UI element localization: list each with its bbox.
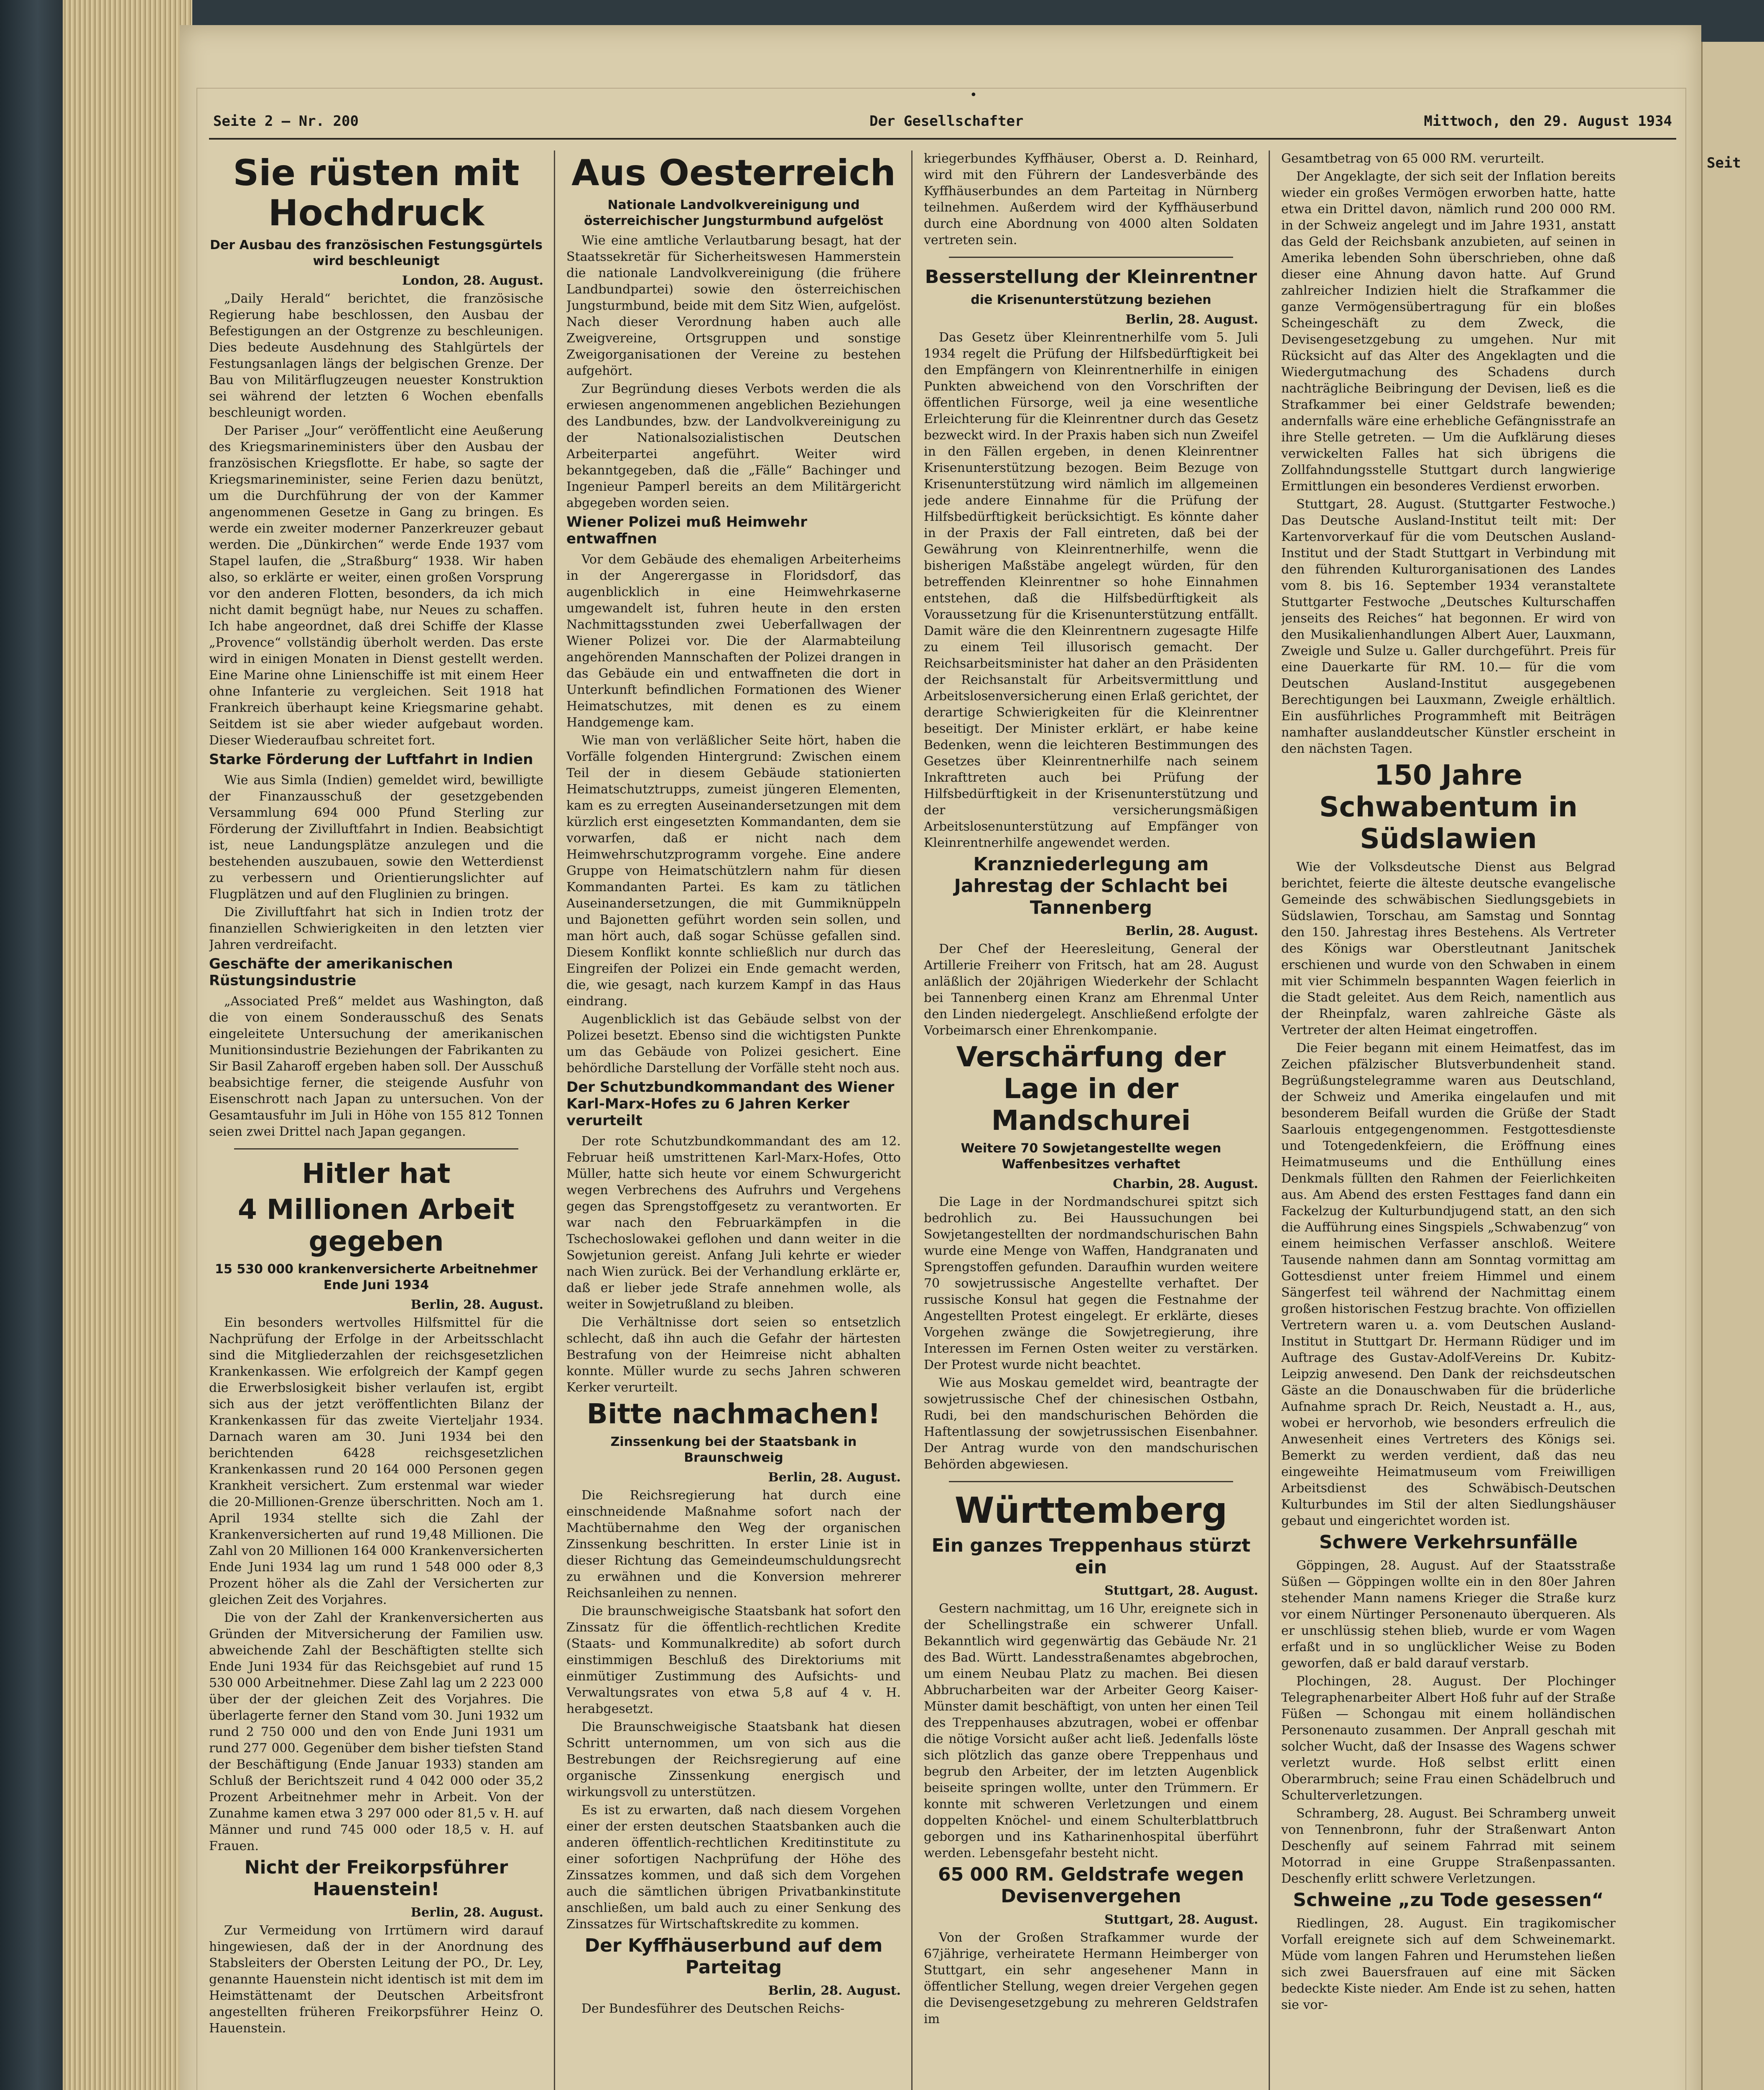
paragraph: Die braunschweigische Staatsbank hat sofort den Zinssatz für die öffentlich-rechtlichen Kredite (Staats- und Kommunalkredite) ab sofort durch einstimmigen Beschluß des Direktoriums mit einmütiger Zustimmung des Aufsichts- und Verwaltungsrates von etwa 5,8 auf 4 v. H. herabgesetzt. [566, 1604, 901, 1716]
subheadline: die Krisenunterstützung beziehen [971, 293, 1211, 307]
column-4 [1281, 150, 1616, 2090]
headline: 65 000 RM. Geldstrafe wegen Devisenvergehen [938, 1864, 1244, 1907]
dateline: Stuttgart, 28. August. [1104, 1912, 1258, 1927]
paragraph: Zur Vermeidung von Irrtümern wird darauf hingewiesen, daß der in der Anordnung des Stabsleiters der Obersten Leitung der PO., Dr. Ley, genannte Hauenstein nicht identisch ist mit dem im Heimstättenamt der Deutschen Arbeitsfront angestellten früheren Freikorpsführer Heinz O. Hauenstein. [209, 1923, 543, 2036]
subheadline: Nationale Landvolkvereinigung und österreichischer Jungsturmbund aufgelöst [584, 198, 883, 228]
page-header [209, 109, 1676, 140]
paragraph: Zur Begründung dieses Verbots werden die als erwiesen angenommenen angeblichen Beziehungen des Landbundes, bzw. der Landvolkvereinigung zu der Nationalsozialistischen Deutschen Arbeiterpartei angeführt. Weiter wird bekanntgegeben, daß die „Fälle“ Bachinger und Ingenieur Pamperl bereits an dem Militärgericht abgegeben worden seien. [566, 382, 901, 510]
headline: Verschärfung der Lage in der Mandschurei [956, 1041, 1226, 1137]
subheadline: Ein ganzes Treppenhaus stürzt ein [931, 1535, 1251, 1578]
headline: Wiener Polizei muß Heimwehr entwaffnen [566, 514, 807, 547]
paragraph: Augenblicklich ist das Gebäude selbst von der Polizei besetzt. Ebenso sind die wichtigsten Punkte um das Gebäude von Polizei gesichert. Eine behördliche Darstellung der Vorfälle steht noch aus. [566, 1012, 901, 1076]
paragraph: „Associated Preß“ meldet aus Washington, daß die von einem Sonderausschuß des Senats eingeleitete Untersuchung der amerikanischen Munitionsindustrie Beziehungen der Fabrikanten zu Sir Basil Zaharoff ergeben haben soll. Der Ausschuß beabsichtige ferner, die steigende Ausfuhr von Eisenschrott nach Japan zu untersuchen. Von der Gesamtausfuhr im Juli in Höhe von 155 812 Tonnen seien zwei Drittel nach Japan gegangen. [209, 994, 543, 1139]
dateline: Berlin, 28. August. [410, 1297, 543, 1312]
header-page-number: Seite 2 — Nr. 200 [213, 113, 359, 130]
paragraph: Wie eine amtliche Verlautbarung besagt, hat der Staatssekretär für Sicherheitswesen Hammerstein die nationale Landvolkvereinigung (die frühere Landbundpartei) sowie den österreichischen Jungsturmbund, beide mit dem Sitz Wien, aufgelöst. Nach dieser Verordnung haben auch alle Zweigvereine, Ortsgruppen und sonstige Zweigorganisationen der Vereine zu bestehen aufgehört. [566, 233, 901, 378]
paragraph: Die Lage in der Nordmandschurei spitzt sich bedrohlich zu. Bei Haussuchungen bei Sowjetangestellten der nordmandschurischen Bahn wurde eine Menge von Waffen, Handgranaten und Sprengstoffen gefunden. Daraufhin wurden weitere 70 sowjetrussische Angestellte verhaftet. Der russische Konsul hat gegen die Festnahme der Angestellten Protest eingelegt. Er erklärte, dieses Vorgehen zwänge die Sowjetregierung, ihre Interessen im Fernen Osten weiter zu verstärken. Der Protest wurde nicht beachtet. [924, 1195, 1258, 1372]
paragraph: Es ist zu erwarten, daß nach diesem Vorgehen einer der ersten deutschen Staatsbanken auch die anderen öffentlich-rechtlichen Kreditinstitute zu einer sofortigen Nachprüfung der Höhe des Zinssatzes kommen, und daß sich dem Vorgehen auch die sämtlichen übrigen Privatbankinstitute anschließen, um bald auch zu einer Senkung des Zinssatzes für Wirtschaftskredite zu kommen. [566, 1803, 901, 1932]
paragraph: Die Zivilluftfahrt hat sich in Indien trotz der finanziellen Schwierigkeiten in den letzten vier Jahren verdreifacht. [209, 905, 543, 952]
headline: Geschäfte der amerikanischen Rüstungsindustrie [209, 956, 453, 989]
headline: Der Kyffhäuserbund auf dem Parteitag [584, 1935, 883, 1978]
headline: Bitte nachmachen! [586, 1398, 881, 1430]
dateline: Berlin, 28. August. [768, 1470, 901, 1485]
headline: Besserstellung der Kleinrentner [925, 266, 1257, 288]
paragraph: Gesamtbetrag von 65 000 RM. verurteilt. [1281, 151, 1545, 166]
newspaper-page [180, 25, 1701, 2090]
article-separator [949, 1481, 1233, 1482]
book-binding [0, 0, 63, 2090]
paragraph: Gestern nachmittag, um 16 Uhr, ereignete sich in der Schellingstraße ein schwerer Unfall. Bekanntlich wird gegenwärtig das Gebäude Nr. 21 des Bad. Württ. Landesstraßenamtes abgebrochen, um einem Neubau Platz zu machen. Bei diesen Abbrucharbeiten war der Arbeiter Georg Kaiser-Münster damit beschäftigt, von unten her einen Teil des Treppenhauses abzutragen, wobei er offenbar die nötige Vorsicht außer acht ließ. Jedenfalls löste sich plötzlich das ganze obere Treppenhaus und begrub den Arbeiter, der im letzten Augenblick beiseite springen wollte, unter den Trümmern. Er konnte mit schweren Verletzungen und einem doppelten Knöchel- und einem Schulterblattbruch geborgen und ins Katharinenhospital überführt werden. Lebensgefahr besteht nicht. [924, 1601, 1258, 1861]
column-rule [911, 150, 913, 2090]
headline: Der Schutzbundkommandant des Wiener Karl-Marx-Hofes zu 6 Jahren Kerker verurteilt [566, 1079, 895, 1129]
subheadline: Weitere 70 Sowjetangestellte wegen Waffenbesitzes verhaftet [961, 1141, 1221, 1172]
paragraph: Wie der Volksdeutsche Dienst aus Belgrad berichtet, feierte die älteste deutsche evangelische Gemeinde des schwäbischen Siedlungsgebiets in Südslawien, Torschau, am Samstag und Sonntag den 150. Jahrestag ihres Bestehens. Als Vertreter des Königs war Oberstleutnant Janitschek erschienen und wurde von den Schwaben in einem mit vier Schimmeln bespannten Wagen feierlich in die Stadt geleitet. Aus dem Reich, namentlich aus der Rheinpfalz, waren zahlreiche Gäste als Vertreter der alten Heimat eingetroffen. [1281, 860, 1616, 1037]
headline: Kranzniederlegung am Jahrestag der Schlacht bei Tannenberg [954, 854, 1228, 918]
paragraph: Ein besonders wertvolles Hilfsmittel für die Nachprüfung der Erfolge in der Arbeitsschlacht sind die Mitgliederzahlen der reichsgesetzlichen Krankenkassen. Wie erfolgreich der Kampf gegen die Erwerbslosigkeit bisher verlaufen ist, ergibt sich aus der jetzt veröffentlichten Bilanz der Krankenkassen für das zweite Vierteljahr 1934. Darnach waren am 30. Juni 1934 bei den berichtenden 6428 reichsgesetzlichen Krankenkassen rund 20 164 000 Personen gegen Krankheit versichert. Zum erstenmal war wieder die 20-Millionen-Grenze überschritten. Noch am 1. April 1934 stellte sich die Zahl der Krankenversicherten auf rund 19,48 Millionen. Die Zahl von 20 Millionen 164 000 Krankenversicherten Ende Juni 1934 lag um rund 1 548 000 oder 8,3 Prozent höher als die Zahl der Versicherten zur gleichen Zeit des Vorjahres. [209, 1315, 543, 1607]
paragraph: Der Bundesführer des Deutschen Reichs- [581, 2001, 845, 2016]
next-page-header-fragment: Seit [1707, 155, 1741, 171]
paragraph: Riedlingen, 28. August. Ein tragikomischer Vorfall ereignete sich auf dem Schweinemarkt. Müde vom langen Fahren und Herumstehen ließen sich zwei Bauersfrauen auf eine mit Säcken bedeckte Kiste nieder. Am Ende ist zu sehen, hatten sie vor- [1281, 1916, 1616, 2012]
dateline: Berlin, 28. August. [768, 1983, 901, 1998]
column-1 [209, 150, 543, 2090]
column-rule [1269, 150, 1270, 2090]
paragraph: Der Pariser „Jour“ veröffentlicht eine Aeußerung des Kriegsmarineministers über den Ausbau der französischen Kriegsflotte. Er habe, so sagte der Kriegsmarineminister, seine Ferien dazu benützt, um die Durchführung der von der Kammer angenommenen Gesetze in Gang zu bringen. Es werde ein zweiter moderner Panzerkreuzer gebaut werden. Die „Dünkirchen“ werde Ende 1937 vom Stapel laufen, die „Straßburg“ 1938. Wir haben also, so erklärte er weiter, einen großen Vorsprung vor den anderen Flotten, besonders, da ich mich nicht damit begnügt habe, nur Neues zu schaffen. Ich habe angeordnet, daß drei Schiffe der Klasse „Provence“ vollständig überholt werden. Das erste wird in einigen Monaten in Dienst gestellt werden. Eine Marine ohne Linienschiffe ist mit einem Heer ohne Infanterie zu vergleichen. Seit 1918 hat Frankreich überhaupt keine Kriegsmarine gehabt. Seitdem ist sie aber wieder aufgebaut worden. Dieser Wiederaufbau schreitet fort. [209, 423, 543, 748]
paragraph: Stuttgart, 28. August. (Stuttgarter Festwoche.) Das Deutsche Ausland-Institut teilt mit: Der Kartenvorverkauf für die vom Deutschen Ausland-Institut und der Stadt Stuttgart in Verbindung mit den führenden Kulturorganisationen des Landes vom 8. bis 16. September 1934 veranstaltete Stuttgarter Festwoche „Deutsches Kulturschaffen jenseits des Reiches“ hat begonnen. Er wird von den Musikalienhandlungen Albert Auer, Lauxmann, Zweigle und Sulze u. Galler durchgeführt. Preis für eine Dauerkarte für RM. 10.— für die vom Deutschen Ausland-Institut ausgegebenen Berechtigungen bei Lauxmann, Zweigle erhältlich. Ein ausführliches Programmheft mit Beiträgen namhafter auslanddeutscher Künstler erscheint in den nächsten Tagen. [1281, 497, 1616, 756]
headline: Aus Oesterreich [571, 152, 896, 194]
article-separator [949, 257, 1233, 258]
paragraph: Die Verhältnisse dort seien so entsetzlich schlecht, daß ihn auch die Gefahr der härtesten Bestrafung von der Heimreise nicht abhalten konnte. Müller wurde zu sechs Jahren schweren Kerker verurteilt. [566, 1315, 901, 1395]
paragraph: Der Angeklagte, der sich seit der Inflation bereits wieder ein großes Vermögen erworben hatte, hatte etwa ein Drittel davon, nämlich rund 200 000 RM. in der Schweiz angelegt und im Jahre 1931, anstatt das Geld der Reichsbank anzubieten, auf seinen in Amerika lebenden Sohn überschrieben, ohne daß dieser eine Ahnung davon hatte. Auf Grund zahlreicher Indizien hielt die Strafkammer die ganze Vermögensübertragung für ein bloßes Scheingeschäft zu dem Zweck, die Devisengesetzgebung zu umgehen. Nur mit Rücksicht auf das Alter des Angeklagten und die Wiedergutmachung des Schadens durch nachträgliche Beibringung der Devisen, ließ es die Strafkammer bei einer Geldstrafe bewenden; andernfalls wäre eine erhebliche Gefängnisstrafe an ihre Stelle getreten. — Um die Aufklärung dieses verwickelten Falles hat sich übrigens die Zollfahndungsstelle Stuttgart durch langwierige Ermittlungen ein besonderes Verdienst erworben. [1281, 169, 1616, 494]
subheadline: Zinssenkung bei der Staatsbank in Braunschweig [610, 1435, 857, 1465]
paragraph: Vor dem Gebäude des ehemaligen Arbeiterheims in der Angerergasse in Floridsdorf, das augenblicklich in eine Heimwehrkaserne umgewandelt ist, fuhren heute in den ersten Nachmittagsstunden zwei Ueberfallwagen der Wiener Polizei vor. Die der Alarmabteilung angehörenden Mannschaften der Polizei drangen in das Gebäude ein und entwaffneten die dort in Unterkunft befindlichen Formationen des Wiener Heimatschutzes, mit denen es zu einem Handgemenge kam. [566, 552, 901, 730]
dateline: Berlin, 28. August. [1125, 924, 1258, 938]
dateline: Stuttgart, 28. August. [1104, 1583, 1258, 1598]
column-3 [924, 150, 1258, 2090]
paragraph: Wie man von verläßlicher Seite hört, haben die Vorfälle folgenden Hintergrund: Zwischen einem Teil der in diesem Gebäude stationierten Heimatschutztrupps, zumeist jüngeren Elementen, kam es zu erregten Auseinandersetzungen mit dem kürzlich erst eingesetzten Kommandanten, dem sie vorwarfen, daß er nicht nach dem Heimwehrschutzprogramm vorgehe. Eine andere Gruppe von Heimatschützlern nahm für diesen Kommandanten Partei. Es kam zu tätlichen Auseinandersetzungen, die mit Gummiknüppeln und Bajonetten geführt worden sein sollen, und man hört auch, daß sogar Schüsse gefallen sind. Diesem Konflikt konnte schließlich nur durch das Eingreifen der Polizei ein Ende gemacht werden, die, wie gesagt, nach kurzem Kampf in das Haus eindrang. [566, 733, 901, 1009]
paragraph: Der rote Schutzbundkommandant des am 12. Februar heiß umstrittenen Karl-Marx-Hofes, Otto Müller, hatte sich heute vor einem Schwurgericht wegen Verbrechens des Aufruhrs und Vergehens gegen das Sprengstoffgesetz zu verantworten. Er war nach den Februarkämpfen in die Tschechoslowakei geflohen und dann weiter in die Sowjetunion gereist. Anfang Juli kehrte er wieder nach Wien zurück. Bei der Verhandlung erklärte er, daß er lieber jede Strafe annehmen wolle, als weiter in Sowjetrußland zu bleiben. [566, 1134, 901, 1312]
headline: Starke Förderung der Luftfahrt in Indien [209, 751, 533, 768]
paragraph: Die Feier begann mit einem Heimatfest, das im Zeichen pfälzischer Blutsverbundenheit stand. Begrüßungstelegramme waren aus Deutschland, der Schweiz und Amerika eingelaufen und mit besonderem Beifall wurden die Grüße der Stadt Saarlouis entgegengenommen. Festgottesdienste und Totengedenkfeiern, die Eröffnung eines Heimatmuseums und die Enthüllung eines Denkmals füllten den Rahmen der Feierlichkeiten aus. Am Abend des ersten Festtages fand dann ein Fackelzug der Kulturbundjugend statt, an den sich die Aufführung eines Singspiels „Schwabenzug“ von einem heimischen Verfasser anschloß. Weitere Tausende nahmen dann am Sonntag vormittag am Gottesdienst unter freiem Himmel und einem Sängerfest teil während der Nachmittag einem großen historischen Festzug brachte. Von offiziellen Vertretern waren u. a. vom Deutschen Ausland-Institut in Stuttgart Dr. Hermann Rüdiger und im Auftrage des Gustav-Adolf-Vereins Dr. Kubitz-Leipzig anwesend. Den Dank der reichsdeutschen Gäste an die Donauschwaben für die brüderliche Aufnahme sprach Dr. Reich, Neustadt a. H., aus, wobei er hervorhob, wie besonders erfreulich die Anwesenheit eines Vertreters des Königs sei. Bemerkt zu werden verdient, daß das neu eingeweihte Heimatmuseum vom Freiwilligen Arbeitsdienst des Schwäbisch-Deutschen Kulturbundes im Stil der alten Siedlungshäuser gebaut und eingerichtet worden ist. [1281, 1041, 1616, 1528]
column-rule [554, 150, 555, 2090]
paragraph: Von der Großen Strafkammer wurde der 67jährige, verheiratete Hermann Heimberger von Stuttgart, ein sehr angesehener Mann in öffentlicher Stellung, wegen dreier Vergehen gegen die Devisengesetzgebung zu mehreren Geldstrafen im [924, 1930, 1258, 2026]
punch-mark: • [970, 88, 977, 102]
subheadline: 15 530 000 krankenversicherte Arbeitnehmer Ende Juni 1934 [215, 1262, 538, 1292]
dateline: London, 28. August. [402, 273, 543, 288]
headline: Württemberg [954, 1490, 1228, 1532]
paragraph: Die Reichsregierung hat durch eine einschneidende Maßnahme sofort nach der Machtübernahme den Weg der organischen Zinssenkung beschritten. In erster Linie ist in dieser Richtung das Gemeindeumschuldungsrecht zu erwähnen und die Konversion mehrerer Reichsanleihen zu nennen. [566, 1488, 901, 1601]
headline: Schweine „zu Tode gesessen“ [1293, 1889, 1604, 1911]
column-2 [566, 150, 901, 2090]
paragraph: Göppingen, 28. August. Auf der Staatsstraße Süßen — Göppingen wollte ein in den 80er Jahren stehender Mann namens Krieger die Straße kurz vor einem Nürtinger Personenauto überqueren. Als er unschlüssig stehen blieb, wurde er vom Wagen erfaßt und in so unglücklicher Weise zu Boden geworfen, daß er bald darauf verstarb. [1281, 1558, 1616, 1671]
paragraph: kriegerbundes Kyffhäuser, Oberst a. D. Reinhard, wird mit den Führern der Landesverbände des Kyffhäuserbundes an dem Parteitag in Nürnberg teilnehmen. Außerdem wird der Kyffhäuserbund durch eine Abordnung von 4000 alten Soldaten vertreten sein. [924, 151, 1258, 247]
paragraph: Schramberg, 28. August. Bei Schramberg unweit von Tennenbronn, fuhr der Straßenwart Anton Deschenfly auf seinem Fahrrad mit seinem Motorrad in eine Gruppe Straßenpassanten. Deschenfly erlitt schwere Verletzungen. [1281, 1806, 1616, 1886]
header-masthead: Der Gesellschafter [869, 113, 1024, 130]
headline: 150 Jahre Schwabentum in Südslawien [1319, 759, 1578, 855]
headline: Sie rüsten mit Hochdruck [233, 152, 520, 234]
subheadline: Der Ausbau des französischen Festungsgürtels wird beschleunigt [210, 238, 543, 268]
headline: 4 Millionen Arbeit gegeben [238, 1193, 515, 1257]
headline: Nicht der Freikorpsführer Hauenstein! [244, 1857, 508, 1900]
dateline: Berlin, 28. August. [410, 1905, 543, 1920]
dateline: Charbin, 28. August. [1113, 1177, 1258, 1191]
page-edges [63, 0, 192, 2090]
dateline: Berlin, 28. August. [1125, 312, 1258, 327]
next-page-edge [1701, 42, 1764, 2090]
paragraph: Das Gesetz über Kleinrentnerhilfe vom 5. Juli 1934 regelt die Prüfung der Hilfsbedürftigkeit bei den Empfängern von Kleinrentnerhilfe in einigen Punkten abweichend von den Vorschriften der öffentlichen Fürsorge, weil ja eine wesentliche Erleichterung für die Kleinrentner durch das Gesetz bezweckt wird. In der Praxis haben sich nun Zweifel in den Fällen ergeben, in denen Kleinrentner Krisenunterstützung bezogen. Beim Bezuge von Krisenunterstützung wird nämlich im allgemeinen jede andere Einnahme für die Prüfung der Hilfsbedürftigkeit berücksichtigt. Es könnte daher in der Praxis der Fall eintreten, daß bei der Gewährung von Kleinrentnerhilfe, wenn die bisherigen Maßstäbe angelegt würden, für den betreffenden Kleinrentner so hohe Einnahmen entstehen, daß die Hilfsbedürftigkeit als Voraussetzung für die Krisenunterstützung entfällt. Damit wäre die den Kleinrentnern zugesagte Hilfe zu einem Teil illusorisch gemacht. Der Reichsarbeitsminister hat daher an den Präsidenten der Reichsanstalt für Arbeitsvermittlung und Arbeitslosenversicherung einen Erlaß gerichtet, der derartige Schwierigkeiten für die Kleinrentner beseitigt. Der Minister erklärt, er habe keine Bedenken, wenn die leichteren Bestimmungen des Gesetzes über Kleinrentnerhilfe nach seinem Inkrafttreten auch bei Prüfung der Hilfsbedürftigkeit in der Krisenunterstützung und der versicherungsmäßigen Arbeitslosenunterstützung auf Empfänger von Kleinrentnerhilfe angewendet werden. [924, 330, 1258, 850]
article-separator [234, 1148, 518, 1150]
paragraph: Wie aus Moskau gemeldet wird, beantragte der sowjetrussische Chef der chinesischen Ostbahn, Rudi, bei den mandschurischen Behörden die Haftentlassung der sowjetrussischen Eisenbahner. Der Antrag wurde von den mandschurischen Behörden abgewiesen. [924, 1376, 1258, 1472]
paragraph: Plochingen, 28. August. Der Plochinger Telegraphenarbeiter Albert Hoß fuhr auf der Straße Füßen — Schongau mit einem holländischen Personenauto zusammen. Der Anprall geschah mit solcher Wucht, daß der Insasse des Wagens schwer verletzt wurde. Hoß selbst erlitt einen Oberarmbruch; seine Frau einen Schädelbruch und Schulterverletzungen. [1281, 1674, 1616, 1803]
headline: Hitler hat [302, 1157, 451, 1190]
paragraph: Die Braunschweigische Staatsbank hat diesen Schritt unternommen, um von sich aus die Bestrebungen der Reichsregierung auf eine organische Zinssenkung energisch und wirkungsvoll zu unterstützen. [566, 1720, 901, 1799]
paragraph: Der Chef der Heeresleitung, General der Artillerie Freiherr von Fritsch, hat am 28. August anläßlich der 20jährigen Wiederkehr der Schlacht bei Tannenberg einen Kranz am Ehrenmal Unter den Linden niedergelegt. Anschließend erfolgte der Vorbeimarsch einer Ehrenkompanie. [924, 942, 1258, 1038]
header-date: Mittwoch, den 29. August 1934 [1424, 113, 1672, 130]
headline: Schwere Verkehrsunfälle [1319, 1532, 1578, 1553]
paragraph: Die von der Zahl der Krankenversicherten aus Gründen der Mitversicherung der Familien usw. abweichende Zahl der Beschäftigten stellte sich Ende Juni 1934 für das Reichsgebiet auf rund 15 530 000 Arbeitnehmer. Diese Zahl lag um 2 223 000 über der der gleichen Zeit des Vorjahres. Die überlagerte ferner den Stand vom 30. Juni 1932 um rund 2 750 000 und den von Ende Juni 1931 um rund 277 000. Gegenüber dem bisher tiefsten Stand der Beschäftigung (Ende Januar 1933) standen am Schluß der Berichtszeit rund 4 042 000 oder 35,2 Prozent Arbeitnehmer mehr in Arbeit. Von der Zunahme kamen etwa 3 297 000 oder 81,5 v. H. auf Männer und rund 745 000 oder 18,5 v. H. auf Frauen. [209, 1611, 543, 1853]
paragraph: „Daily Herald“ berichtet, die französische Regierung habe beschlossen, den Ausbau der Befestigungen an der Ostgrenze zu beschleunigen. Dies bedeute Ausdehnung des Stahlgürtels der Festungsanlagen längs der belgischen Grenze. Der Bau von Militärflugzeugen neuester Konstruktion sei während der letzten 6 Wochen ebenfalls beschleunigt worden. [209, 291, 543, 420]
paragraph: Wie aus Simla (Indien) gemeldet wird, bewilligte der Finanzausschuß der gesetzgebenden Versammlung 694 000 Pfund Sterling zur Förderung der Zivilluftfahrt in Indien. Beabsichtigt ist, neue Landungsplätze anzulegen und die bestehenden auszubauen, sowie den Wetterdienst zu verbessern und Orientierungslichter auf Flugplätzen und auf den Fluglinien zu bringen. [209, 773, 543, 902]
